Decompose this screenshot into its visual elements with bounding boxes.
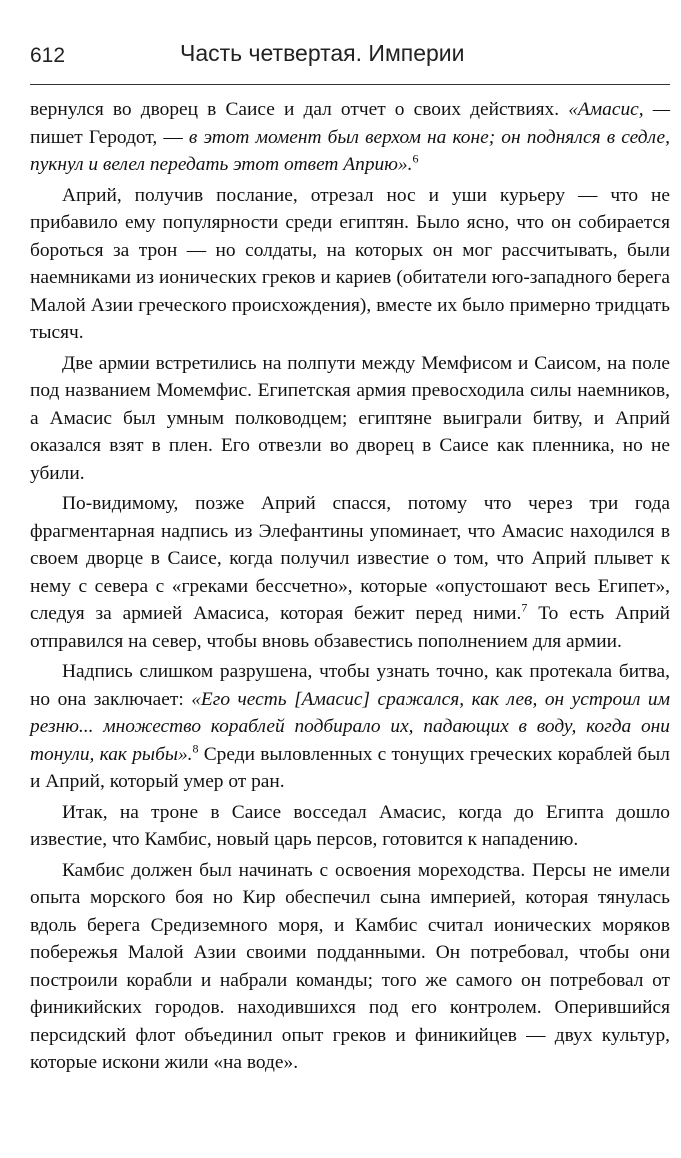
page-number: 612 — [30, 44, 66, 67]
paragraph-text: Итак, на троне в Саисе восседал Амасис, когда до Египта дошло известие, что Камбис, новый царь персов, готовится к нападению. — [30, 801, 670, 850]
quote-text: «Амасис, — — [568, 99, 670, 120]
footnote-ref: 6 — [412, 151, 419, 166]
paragraph — [30, 96, 670, 179]
footnote-ref: 7 — [521, 600, 528, 615]
quote-text: в этот момент был верхом на коне; он поднялся в седле, пукнул и велел передать этот ответ Априю». — [30, 126, 670, 175]
paragraph — [30, 799, 670, 854]
header-rule — [30, 84, 670, 85]
paragraph-text: Камбис должен был начинать с освоения мореходства. Персы не имели опыта морского боя но Кир обеспечил сына империей, которая тянулась вдоль берега Средиземного моря, и Камбис считал ионических моряков побережья Малой Азии своими подданными. Он потребовал, чтобы они построили корабли и набрали команды; того же самого он потребовал от финикийских городов. находившихся под его контролем. Оперившийся персидский флот объединил опыт греков и финикийцев — двух культур, которые искони жили «на воде». — [30, 859, 670, 1073]
quote-text: «Его честь [Амасис] сражался, как лев, он устроил им резню... множество кораблей подбирало их, падающих в воду, когда они тонули, как рыбы». — [30, 688, 670, 765]
paragraph-text: Две армии встретились на полпути между Мемфисом и Саисом, на поле под названием Момемфис. Египетская армия превосходила силы наемников, а Амасис был умным полководцем; египтяне выиграли битву, и Априй оказался взят в плен. Его отвезли во дворец в Саисе как пленника, но не убили. — [30, 352, 670, 484]
paragraph — [30, 490, 670, 655]
paragraph-text: Априй, получив послание, отрезал нос и уши курьеру — что не прибавило ему популярности среди египтян. Было ясно, что он собирается бороться за трон — но солдаты, на которых он мог рассчитывать, были наемниками из ионических греков и кариев (обитатели юго-западного берега Малой Азии греческого происхождения), вместе их было примерно тридцать тысяч. — [30, 184, 670, 343]
paragraph — [30, 182, 670, 347]
paragraph — [30, 857, 670, 1077]
body-text — [30, 96, 670, 1077]
page-header — [30, 38, 670, 78]
paragraph-text: Среди выловленных с тонущих греческих кораблей был и Априй, который умер от ран. — [30, 743, 670, 792]
paragraph — [30, 658, 670, 796]
paragraph-text: пишет Геродот, — — [30, 126, 189, 148]
footnote-ref: 8 — [192, 741, 199, 756]
paragraph-text: По-видимому, позже Априй спасся, потому что через три года фрагментарная надпись из Элефантины упоминает, что Амасис находился в своем дворце в Саисе, когда получил известие о том, что Априй плывет к нему с севера с «греками бессчетно», которые «опустошают весь Египет», следуя за армией Амасиса, которая бежит перед ними. — [30, 493, 670, 624]
running-title: Часть четвертая. Империи — [180, 40, 465, 66]
paragraph-text: Надпись слишком разрушена, чтобы узнать точно, как протекала битва, но она заключает: — [30, 661, 670, 710]
paragraph-text: То есть Априй отправился на север, чтобы вновь обзавестись пополнением для армии. — [30, 603, 670, 652]
paragraph — [30, 350, 670, 488]
paragraph-text: вернулся во дворец в Саисе и дал отчет о своих действиях. — [30, 99, 569, 120]
